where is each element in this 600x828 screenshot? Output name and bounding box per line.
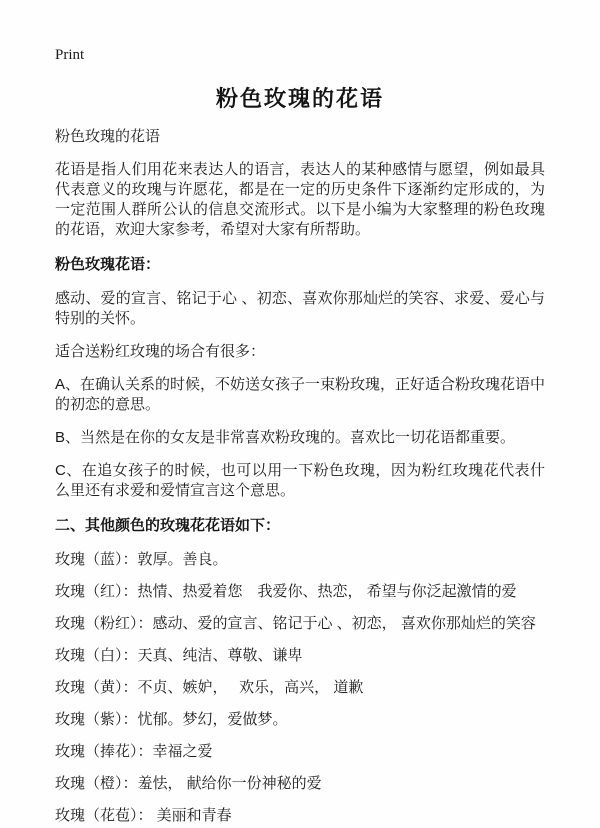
- rose-meaning-item-orange: 玫瑰（橙）：羞怯， 献给你一份神秘的爱: [55, 775, 322, 792]
- page-title: 粉色玫瑰的花语: [215, 86, 384, 111]
- print-link[interactable]: Print: [55, 47, 85, 63]
- pink-meanings-paragraph: 感动、爱的宣言、铭记于心 、初恋、喜欢你那灿烂的笑容、求爱、爱心与特别的关怀。: [55, 290, 545, 327]
- section-heading-other-colors: 二、其他颜色的玫瑰花花语如下：: [55, 517, 281, 534]
- occasions-intro: 适合送粉红玫瑰的场合有很多：: [55, 343, 266, 360]
- rose-meaning-item-yellow: 玫瑰（黄）：不贞、嫉妒， 欢乐，高兴， 道歉: [55, 679, 364, 696]
- rose-meaning-item-blue: 玫瑰（蓝）：敦厚。善良。: [55, 551, 228, 568]
- rose-meaning-item-white: 玫瑰（白）：天真、纯洁、尊敬、谦卑: [55, 647, 303, 664]
- occasion-item-c: C、在追女孩子的时候，也可以用一下粉色玫瑰，因为粉红玫瑰花代表什么里还有求爱和爱情宣言这个意思。: [55, 462, 545, 499]
- intro-paragraph: 花语是指人们用花来表达人的语言，表达人的某种感情与愿望，例如最具代表意义的玫瑰与许愿花，都是在一定的历史条件下逐渐约定形成的，为一定范围人群所公认的信息交流形式。以下是小编为大家整理的粉色玫瑰的花语，欢迎大家参考，希望对大家有所帮助。: [55, 161, 545, 238]
- page-subtitle: 粉色玫瑰的花语: [55, 128, 161, 145]
- rose-meaning-list: [55, 550, 545, 826]
- rose-meaning-item-red: 玫瑰（红）：热情、热爱着您 我爱你、热恋， 希望与你泛起激情的爱: [55, 583, 517, 600]
- rose-meaning-item-pink: 玫瑰（粉红）：感动、爱的宣言、铭记于心 、初恋， 喜欢你那灿烂的笑容: [55, 615, 536, 632]
- occasion-item-b: B、当然是在你的女友是非常喜欢粉玫瑰的。喜欢比一切花语都重要。: [55, 429, 516, 446]
- section-heading-pink: 粉色玫瑰花语：: [55, 256, 161, 273]
- occasion-item-a: A、在确认关系的时候，不妨送女孩子一束粉玫瑰，正好适合粉玫瑰花语中的初恋的意思。: [55, 376, 546, 413]
- rose-meaning-item-bud: 玫瑰（花苞）： 美丽和青春: [55, 807, 232, 824]
- rose-meaning-item-bouquet: 玫瑰（捧花）：幸福之爱: [55, 743, 213, 760]
- rose-meaning-item-purple: 玫瑰（紫）：忧郁。梦幻，爱做梦。: [55, 711, 288, 728]
